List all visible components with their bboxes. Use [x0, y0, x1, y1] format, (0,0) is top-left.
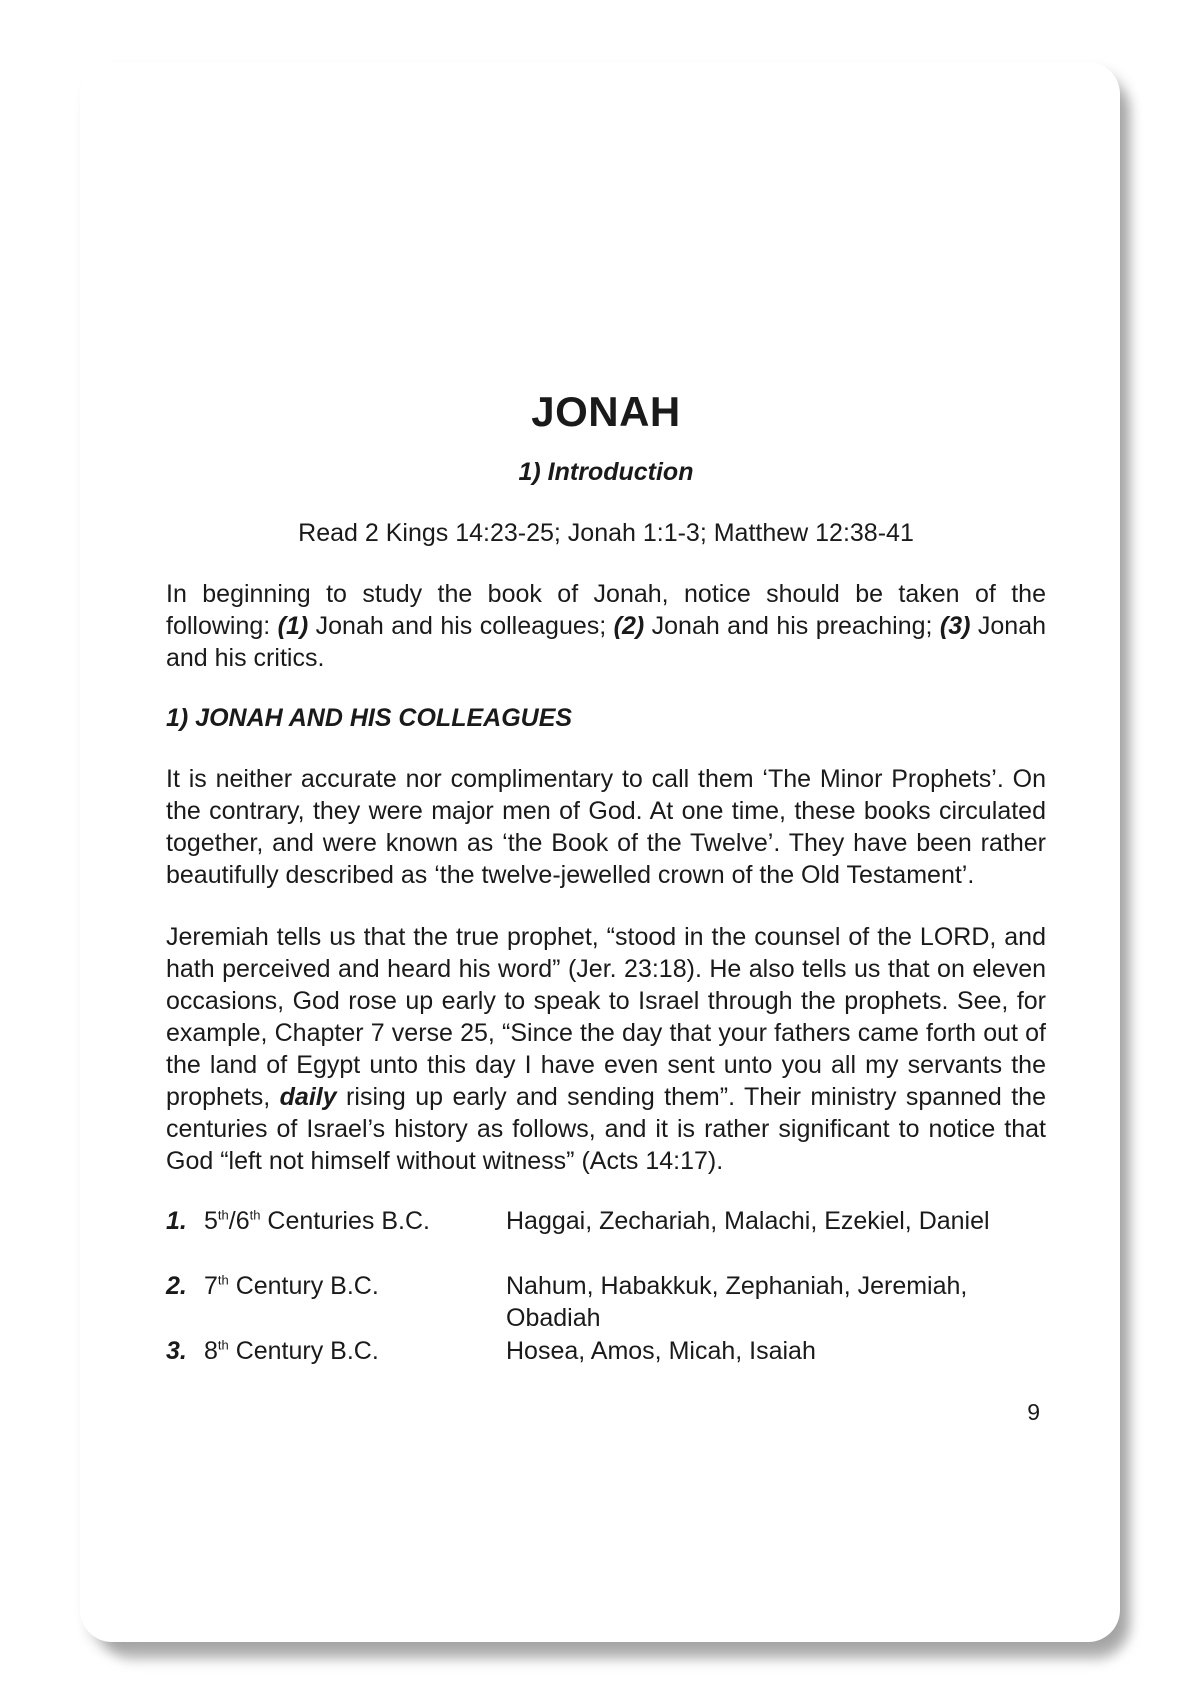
intro-marker-3: (3) — [939, 612, 971, 640]
list-item-number: 2. — [166, 1272, 187, 1300]
list-item — [166, 1335, 1046, 1367]
reading-reference: Read 2 Kings 14:23-25; Jonah 1:1-3; Matthew 12:38-41 — [298, 519, 914, 547]
page-content — [166, 388, 1046, 1400]
intro-text-1: In beginning to study the book of Jonah, notice should be taken of the following: — [166, 580, 1046, 640]
intro-text-4: Jonah and his critics. — [166, 612, 1046, 672]
period-label: Century B.C. — [228, 1272, 379, 1300]
jeremiah-text-before: Jeremiah tells us that the true prophet, “stood in the counsel of the LORD, and hath perceived and heard his word” (Jer. 23:18). He also tells us that on eleven occasions, God rose up early to speak to Israel through the prophets. See, for example, Chapter 7 verse 25, “Since the day that your fathers came forth out of the land of Egypt unto this day I have even sent unto you all my servants the prophets, — [166, 923, 1046, 1111]
list-item — [166, 1205, 1046, 1237]
list-item-prophets: Nahum, Habakkuk, Zephaniah, Jeremiah, Obadiah — [506, 1272, 968, 1332]
intro-marker-1: (1) — [277, 612, 309, 640]
section-subtitle: 1) Introduction — [518, 458, 694, 486]
period-number: 7 — [204, 1272, 218, 1300]
page-number: 9 — [1027, 1399, 1040, 1425]
minor-prophets-paragraph: It is neither accurate nor complimentary to call them ‘The Minor Prophets’. On the contrary, they were major men of God. At one time, these books circulated together, and were known as ‘the Book of the Twelve’. They have been rather beautifully described as ‘the twelve-jewelled crown of the Old Testament’. — [166, 765, 1046, 889]
intro-paragraph — [166, 578, 1046, 674]
list-item-prophets: Hosea, Amos, Micah, Isaiah — [506, 1337, 816, 1365]
list-item-period — [204, 1335, 506, 1367]
century-list — [166, 1205, 1046, 1367]
chapter-title: JONAH — [531, 388, 681, 435]
period-number: 8 — [204, 1337, 218, 1365]
ordinal-suffix: th — [217, 1207, 229, 1223]
period-separator: / — [228, 1207, 236, 1235]
list-item — [166, 1270, 1046, 1332]
intro-text-2: Jonah and his colleagues; — [308, 612, 614, 640]
period-label: Century B.C. — [228, 1337, 379, 1365]
jeremiah-emphasis: daily — [279, 1083, 337, 1111]
intro-text-3: Jonah and his preaching; — [644, 612, 940, 640]
jeremiah-text-after: rising up early and sending them”. Their ministry spanned the centuries of Israel’s history as follows, and it is rather significant to notice that God “left not himself without witness” (Acts 14:17). — [166, 1083, 1046, 1175]
list-item-period — [204, 1270, 506, 1302]
list-item-prophets: Haggai, Zechariah, Malachi, Ezekiel, Daniel — [506, 1207, 990, 1235]
period-number: 5 — [204, 1207, 218, 1235]
ordinal-suffix: th — [217, 1272, 229, 1288]
ordinal-suffix: th — [217, 1337, 229, 1353]
ordinal-suffix: th — [249, 1207, 261, 1223]
list-item-number: 3. — [166, 1337, 187, 1365]
section-heading-colleagues: 1) JONAH AND HIS COLLEAGUES — [166, 704, 573, 732]
period-number: 6 — [235, 1207, 250, 1235]
book-page — [80, 62, 1120, 1642]
jeremiah-paragraph — [166, 921, 1046, 1177]
list-item-number: 1. — [166, 1207, 187, 1235]
period-label: Centuries B.C. — [260, 1207, 430, 1235]
intro-marker-2: (2) — [613, 612, 645, 640]
list-item-period — [204, 1205, 506, 1237]
